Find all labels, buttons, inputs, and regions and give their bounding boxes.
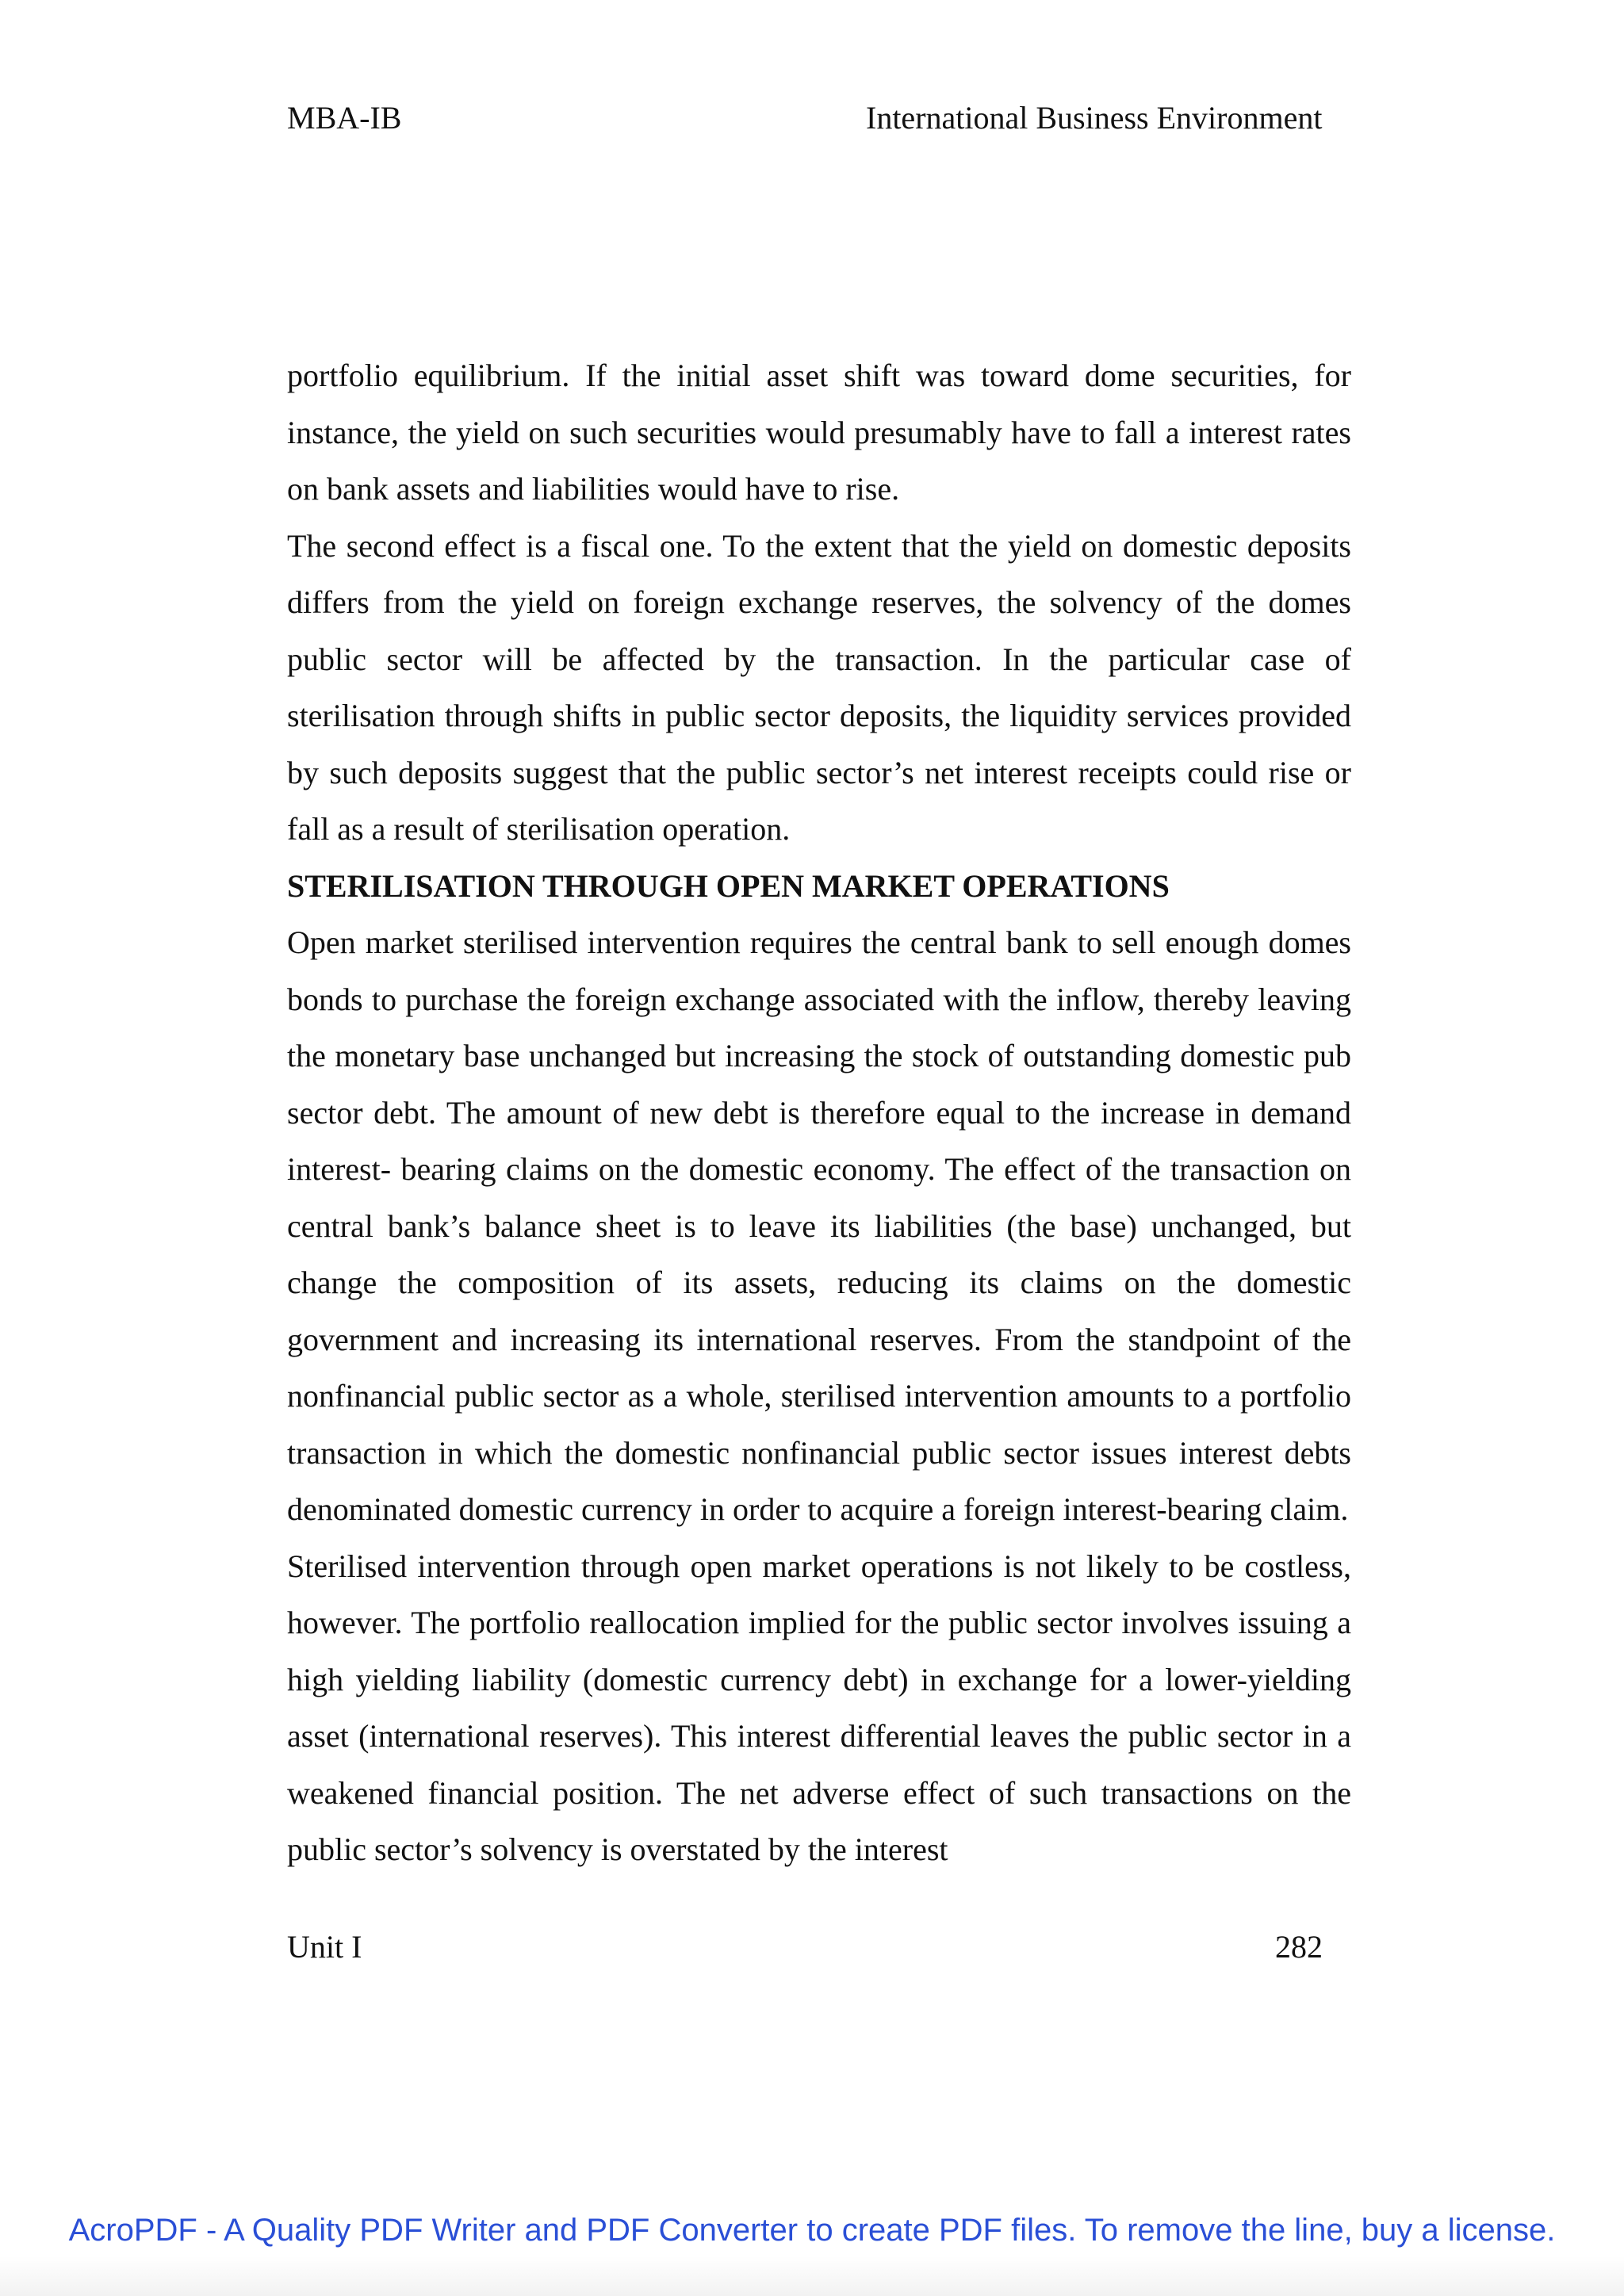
document-body [287,347,1351,1878]
paragraph: Open market sterilised intervention requires the central bank to sell enough domes bonds to purchase the foreign exchange associated with the inflow, thereby leaving the monetary base unchanged but increasing the stock of outstanding domestic pub sector debt. The amount of new debt is therefore equal to the increase in demand interest- bearing claims on the domestic economy. The effect of the transaction on central bank’s balance sheet is to leave its liabilities (the base) unchanged, but change the composition of its assets, reducing its claims on the domestic government and increasing its international reserves. From the standpoint of the nonfinancial public sector as a whole, sterilised intervention amounts to a portfolio transaction in which the domestic nonfinancial public sector issues interest debts denominated domestic currency in order to acquire a foreign interest-bearing claim. [287,924,1351,1527]
paragraph: The second effect is a fiscal one. To the extent that the yield on domestic deposits differs from the yield on foreign exchange reserves, the solvency of the domes public sector will be affected by the transaction. In the particular case of sterilisation through shifts in public sector deposits, the liquidity services provided by such deposits suggest that the public sector’s net interest receipts could rise or fall as a result of sterilisation operation. [287,527,1351,847]
page-number: 282 [1275,1929,1323,1965]
header-subject-title: International Business Environment [866,100,1323,136]
footer-unit-label: Unit I [287,1929,362,1965]
header-course-title: MBA-IB [287,100,402,136]
paragraph: portfolio equilibrium. If the initial asset shift was toward dome securities, for instance, the yield on such securities would presumably have to fall a interest rates on bank assets and liabilities would have to rise. [287,358,1351,507]
section-heading: STERILISATION THROUGH OPEN MARKET OPERATIONS [287,867,1170,904]
acropdf-watermark: AcroPDF - A Quality PDF Writer and PDF Converter to create PDF files. To remove the line, buy a license. [68,2213,1556,2248]
page-bottom-edge [0,2256,1624,2296]
paragraph: Sterilised intervention through open market operations is not likely to be costless, however. The portfolio reallocation implied for the public sector involves issuing a high yielding liability (domestic currency debt) in exchange for a lower-yielding asset (international reserves). This interest differential leaves the public sector in a weakened financial position. The net adverse effect of such transactions on the public sector’s solvency is overstated by the interest [287,1548,1351,1867]
